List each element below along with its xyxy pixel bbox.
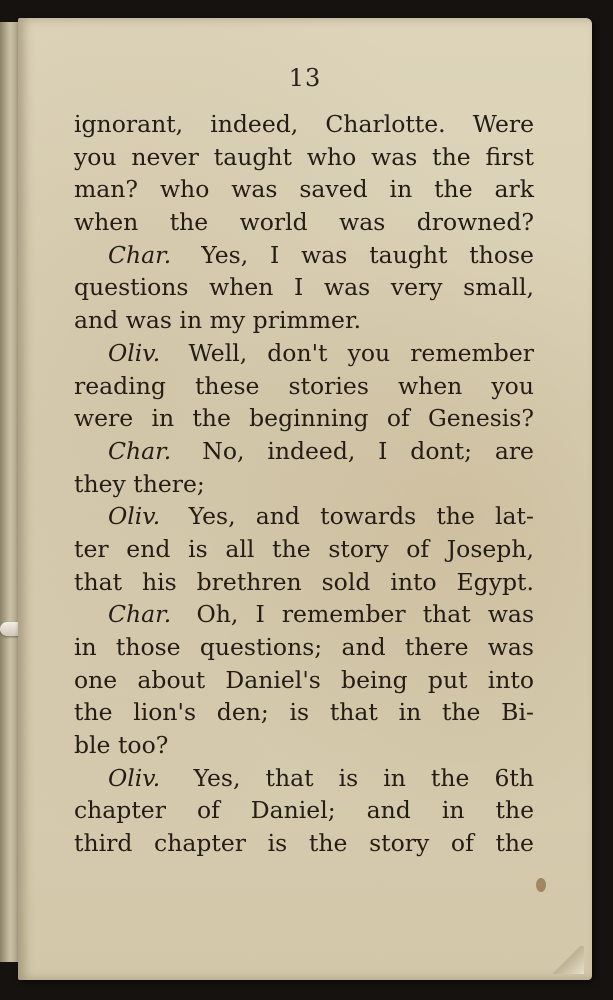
word: Were	[472, 110, 534, 138]
book-page	[18, 18, 592, 980]
page-text	[74, 110, 534, 862]
word: I	[270, 240, 280, 269]
word: there;	[133, 469, 205, 498]
word: story	[328, 534, 389, 563]
word: end	[126, 534, 171, 563]
word: and	[74, 306, 119, 335]
word: very	[390, 273, 443, 302]
word: too?	[117, 731, 169, 760]
text-line	[74, 175, 534, 208]
word: Charlotte.	[325, 110, 446, 138]
word: ter	[74, 534, 109, 563]
word: are	[494, 436, 534, 465]
word: Joseph,	[446, 534, 534, 563]
word: remember	[281, 600, 406, 629]
word: those	[115, 633, 181, 661]
word: were	[74, 404, 134, 433]
word: Genesis?	[428, 404, 534, 433]
word: of	[386, 404, 410, 433]
word: and	[366, 796, 411, 825]
text-line	[74, 404, 534, 437]
text-line	[74, 568, 534, 601]
word: ark	[494, 175, 534, 204]
text-line	[74, 372, 534, 405]
word: lion's	[133, 698, 197, 727]
word: in	[398, 698, 422, 727]
word: was	[125, 306, 172, 335]
word: Daniel;	[250, 796, 336, 825]
text-line	[74, 470, 534, 503]
word: reading	[74, 371, 166, 400]
word: was	[339, 208, 386, 237]
word: first	[485, 142, 534, 171]
word: taught	[213, 142, 292, 171]
word: indeed,	[267, 436, 356, 465]
word: the	[308, 829, 348, 858]
speaker-name: Char.	[108, 436, 172, 465]
word: don't	[267, 338, 328, 367]
word: No,	[202, 436, 245, 465]
word: one	[74, 665, 118, 694]
word: you	[491, 371, 534, 400]
word: the	[495, 829, 534, 858]
word: questions	[74, 273, 189, 302]
word: these	[194, 371, 260, 400]
word: Oh,	[196, 600, 239, 629]
word: is	[289, 698, 310, 727]
text-line	[74, 437, 534, 470]
word: taught	[369, 240, 448, 269]
word: questions;	[199, 633, 323, 661]
word: they	[74, 469, 126, 498]
word: lat-	[495, 502, 534, 531]
word: the	[432, 142, 471, 171]
word: towards	[320, 502, 417, 531]
text-line	[74, 273, 534, 306]
word: small,	[463, 273, 534, 302]
word: that	[74, 567, 123, 596]
word: dont;	[410, 436, 472, 465]
word: into	[390, 567, 437, 596]
word: story	[369, 829, 430, 858]
word: there	[404, 633, 469, 661]
text-line	[74, 731, 534, 764]
word: Yes,	[193, 763, 241, 792]
word: Well,	[188, 338, 248, 367]
word: Yes,	[201, 240, 249, 269]
word: Egypt.	[456, 567, 534, 596]
speaker-name: Oliv.	[108, 502, 161, 531]
word: the	[74, 698, 113, 727]
word: was	[487, 600, 534, 629]
word: the	[192, 404, 231, 433]
word: Daniel's	[225, 665, 321, 694]
word: who	[306, 142, 357, 171]
text-line	[74, 208, 534, 241]
word: ble	[74, 731, 111, 760]
text-line	[74, 764, 534, 797]
text-line	[74, 306, 534, 339]
word: I	[255, 600, 265, 629]
word: of	[450, 829, 474, 858]
word: chapter	[74, 796, 166, 825]
speaker-name: Oliv.	[108, 338, 161, 367]
word: in	[441, 796, 465, 825]
text-line	[74, 143, 534, 176]
speaker-name: Char.	[108, 240, 172, 269]
text-line	[74, 829, 534, 862]
word: in	[151, 404, 175, 433]
word: is	[338, 763, 359, 792]
word: in	[74, 633, 97, 661]
facing-page-edge	[0, 22, 19, 962]
word: the	[430, 763, 470, 792]
word: you	[347, 338, 391, 367]
word: was	[323, 273, 371, 302]
word: indeed,	[210, 110, 299, 138]
page-number: 13	[288, 64, 322, 92]
word: you	[74, 142, 117, 171]
word: Yes,	[188, 502, 236, 531]
speaker-name: Char.	[108, 600, 172, 629]
word: being	[341, 665, 408, 694]
word: in	[179, 306, 203, 335]
word: that	[265, 763, 314, 792]
word: the	[441, 698, 481, 727]
word: of	[406, 534, 430, 563]
text-line	[74, 633, 534, 666]
word: the	[272, 534, 311, 563]
text-line	[74, 600, 534, 633]
word: world	[239, 208, 308, 237]
word: den;	[216, 698, 269, 727]
word: drowned?	[416, 208, 534, 237]
word: sold	[321, 567, 371, 596]
word: of	[196, 796, 220, 825]
word: Bi-	[501, 698, 534, 727]
word: man?	[74, 175, 139, 204]
text-line	[74, 502, 534, 535]
word: in	[383, 763, 406, 792]
word: third	[74, 829, 133, 858]
word: put	[427, 665, 468, 694]
word: and	[341, 633, 386, 661]
word: 6th	[494, 763, 534, 792]
word: brethren	[196, 567, 302, 596]
word: is	[188, 534, 208, 563]
word: and	[255, 502, 300, 531]
word: when	[74, 208, 139, 237]
text-line	[74, 535, 534, 568]
text-line	[74, 666, 534, 699]
word: the	[169, 208, 209, 237]
word: in	[389, 175, 413, 204]
word: never	[131, 142, 199, 171]
text-line	[74, 339, 534, 372]
text-line	[74, 698, 534, 731]
word: was	[231, 175, 278, 204]
word: was	[371, 142, 418, 171]
text-line	[74, 241, 534, 274]
word: is	[267, 829, 288, 858]
word: that	[422, 600, 471, 629]
word: the	[436, 502, 475, 531]
word: the	[434, 175, 473, 204]
word: primmer.	[252, 306, 362, 335]
word: I	[294, 273, 304, 302]
text-line	[74, 796, 534, 829]
word: all	[225, 534, 255, 563]
word: beginning	[249, 404, 369, 433]
speaker-name: Oliv.	[108, 763, 161, 792]
word: those	[469, 240, 534, 269]
word: into	[487, 665, 534, 694]
word: was	[301, 240, 348, 269]
word: ignorant,	[74, 110, 184, 138]
text-line	[74, 110, 534, 143]
word: saved	[299, 175, 368, 204]
word: chapter	[154, 829, 246, 858]
stain-spot	[536, 878, 546, 892]
word: my	[209, 306, 246, 335]
word: about	[137, 665, 206, 694]
word: remember	[410, 338, 534, 367]
word: the	[495, 796, 534, 825]
word: who	[159, 175, 210, 204]
page-corner-fold	[550, 946, 584, 974]
word: stories	[288, 371, 369, 400]
word: when	[209, 273, 274, 302]
word: I	[378, 436, 388, 465]
word: that	[329, 698, 378, 727]
word: when	[398, 371, 463, 400]
word: was	[487, 633, 534, 661]
word: his	[141, 567, 177, 596]
